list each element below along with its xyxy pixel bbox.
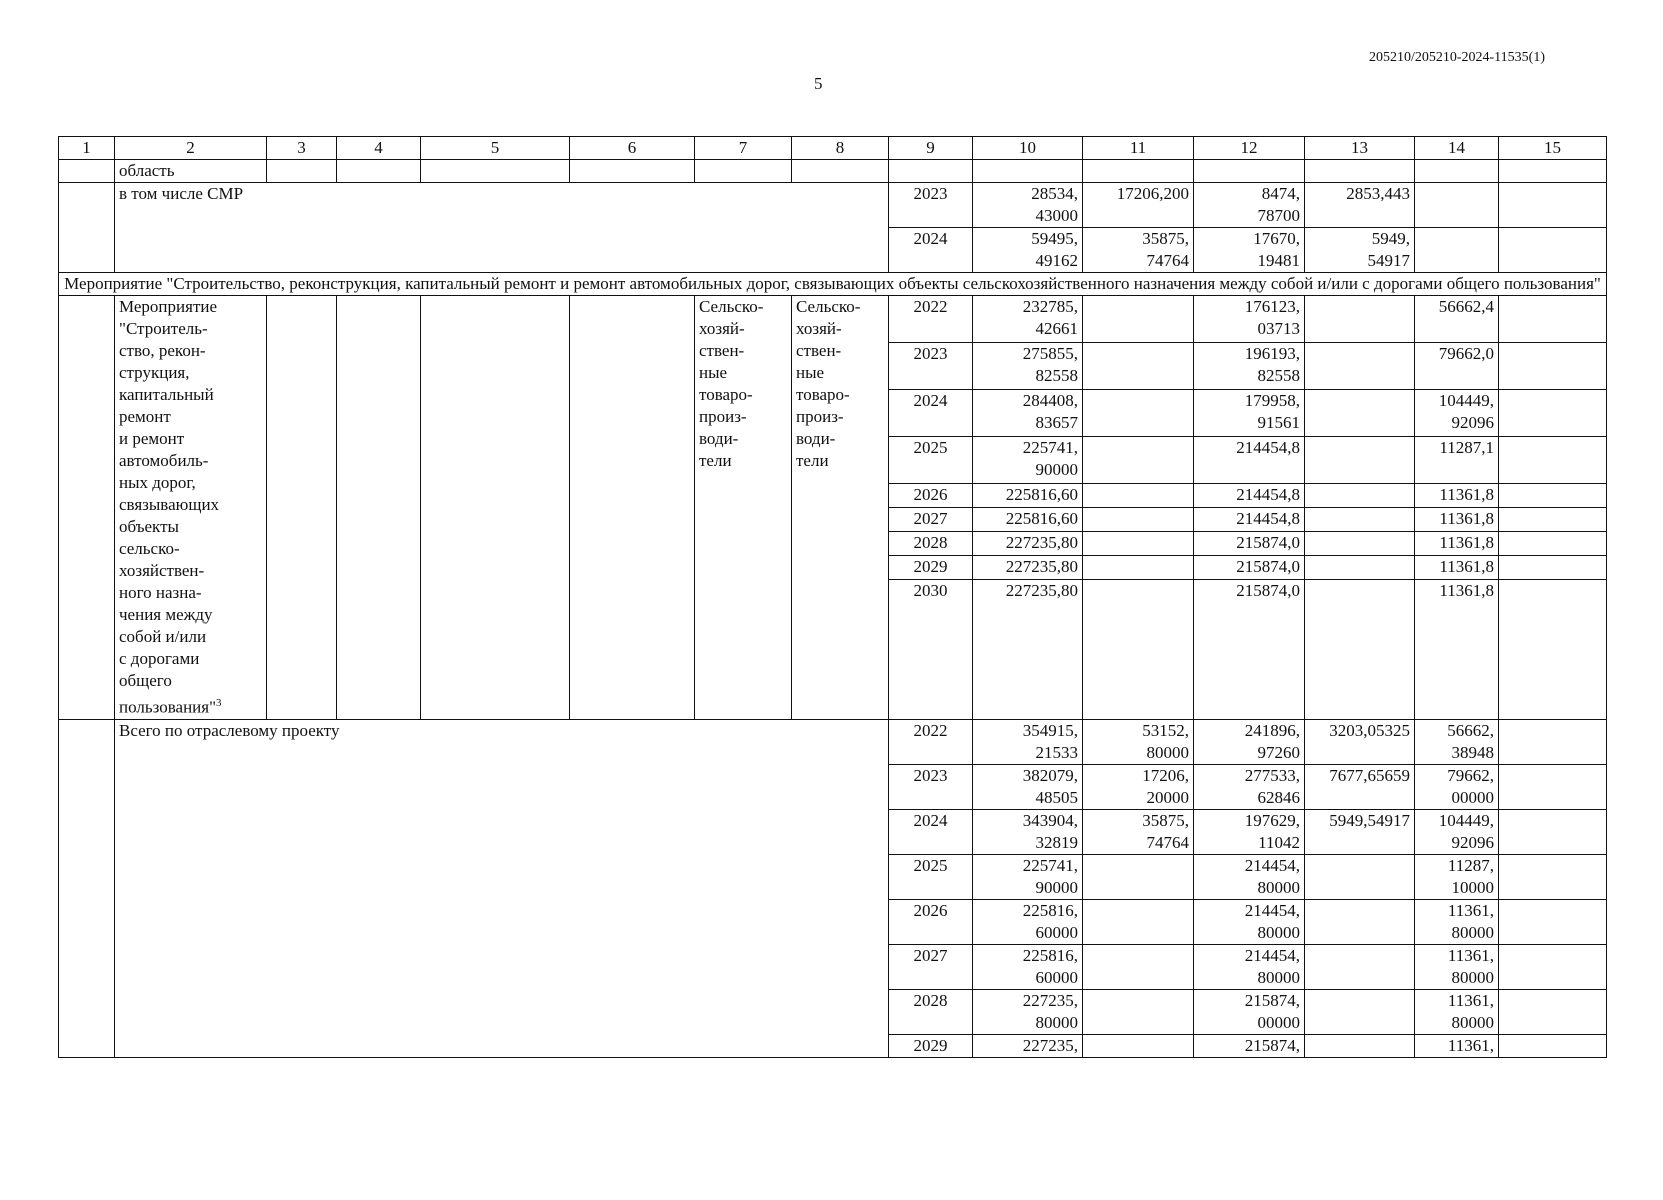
- header-col-13: 13: [1305, 137, 1415, 160]
- header-col-10: 10: [973, 137, 1083, 160]
- total-col13: 5949,54917: [1305, 809, 1415, 854]
- event-year: 2023: [889, 343, 973, 390]
- header-col-7: 7: [695, 137, 792, 160]
- event-year: 2030: [889, 580, 973, 719]
- total-col12: 277533, 62846: [1194, 764, 1305, 809]
- header-col-9: 9: [889, 137, 973, 160]
- cell: [1194, 160, 1305, 183]
- smr-year: 2023: [889, 183, 973, 228]
- smr-col14: [1415, 228, 1499, 273]
- total-col13: 7677,65659: [1305, 764, 1415, 809]
- smr-col10: 59495, 49162: [973, 228, 1083, 273]
- event-col11: [1083, 343, 1194, 390]
- event-col14: 56662,4: [1415, 296, 1499, 343]
- budget-table: [58, 136, 1607, 1058]
- event-col14: 11361,8: [1415, 532, 1499, 556]
- event-col10: 232785, 42661: [973, 296, 1083, 343]
- cell: [421, 160, 570, 183]
- event-col13: [1305, 296, 1415, 343]
- total-col12: 214454, 80000: [1194, 944, 1305, 989]
- smr-year: 2024: [889, 228, 973, 273]
- smr-col11: 35875, 74764: [1083, 228, 1194, 273]
- smr-label: в том числе СМР: [115, 183, 889, 273]
- event-col14: 11361,8: [1415, 556, 1499, 580]
- total-col11: [1083, 989, 1194, 1034]
- total-col14: 11361, 80000: [1415, 899, 1499, 944]
- total-year: 2029: [889, 1034, 973, 1057]
- event-year: 2024: [889, 390, 973, 437]
- event-col13: [1305, 532, 1415, 556]
- event-col11: [1083, 296, 1194, 343]
- event-col10: 225816,60: [973, 508, 1083, 532]
- cell: [421, 296, 570, 720]
- smr-col12: 8474, 78700: [1194, 183, 1305, 228]
- event-year: 2027: [889, 508, 973, 532]
- total-col12: 215874,: [1194, 1034, 1305, 1057]
- event-year: 2025: [889, 437, 973, 484]
- event-col13: [1305, 484, 1415, 508]
- event-col11: [1083, 390, 1194, 437]
- header-col-11: 11: [1083, 137, 1194, 160]
- event-col10: 227235,80: [973, 580, 1083, 719]
- total-col14: 79662, 00000: [1415, 764, 1499, 809]
- event-col14: 11361,8: [1415, 580, 1499, 719]
- cell: [570, 160, 695, 183]
- header-col-5: 5: [421, 137, 570, 160]
- total-col10: 225741, 90000: [973, 854, 1083, 899]
- event-col10: 225816,60: [973, 484, 1083, 508]
- footnote-mark: 3: [216, 697, 222, 709]
- smr-col13: 2853,443: [1305, 183, 1415, 228]
- header-col-1: 1: [59, 137, 115, 160]
- event-col11: [1083, 437, 1194, 484]
- total-col14: 11361,: [1415, 1034, 1499, 1057]
- document-number: 205210/205210-2024-11535(1): [1368, 50, 1545, 65]
- total-col11: 53152, 80000: [1083, 719, 1194, 764]
- total-col10: 227235,: [973, 1034, 1083, 1057]
- total-year: 2026: [889, 899, 973, 944]
- header-col-3: 3: [267, 137, 337, 160]
- section-title: Мероприятие "Строительство, реконструкция, капитальный ремонт и ремонт автомобильных дорог, связывающих объекты сельскохозяйственного назначения между собой и/или с дорогами общего пользования": [59, 273, 1607, 296]
- total-col10: 382079, 48505: [973, 764, 1083, 809]
- total-col11: [1083, 944, 1194, 989]
- total-col12: 241896, 97260: [1194, 719, 1305, 764]
- cell: [1499, 484, 1607, 508]
- cell: [1499, 989, 1607, 1034]
- cell: [1499, 532, 1607, 556]
- event-year: 2026: [889, 484, 973, 508]
- event-col7: Сельско- хозяй- ствен- ные товаро- произ- води- тели: [695, 296, 792, 720]
- event-year: 2029: [889, 556, 973, 580]
- total-col10: 227235, 80000: [973, 989, 1083, 1034]
- event-year: 2028: [889, 532, 973, 556]
- cell: [1415, 160, 1499, 183]
- cell: [1305, 160, 1415, 183]
- event-col11: [1083, 580, 1194, 719]
- total-col13: [1305, 899, 1415, 944]
- region-label: область: [115, 160, 267, 183]
- cell: [1499, 719, 1607, 764]
- cell: [59, 719, 115, 1057]
- total-col10: 343904, 32819: [973, 809, 1083, 854]
- total-year: 2027: [889, 944, 973, 989]
- cell: [1499, 296, 1607, 343]
- total-col12: 214454, 80000: [1194, 899, 1305, 944]
- event-col13: [1305, 556, 1415, 580]
- total-col14: 104449, 92096: [1415, 809, 1499, 854]
- cell: [1499, 854, 1607, 899]
- cell: [1499, 228, 1607, 273]
- total-col12: 197629, 11042: [1194, 809, 1305, 854]
- header-col-2: 2: [115, 137, 267, 160]
- cell: [59, 296, 115, 720]
- table-row: [59, 160, 1607, 183]
- total-col11: 17206, 20000: [1083, 764, 1194, 809]
- total-col13: [1305, 944, 1415, 989]
- event-col11: [1083, 508, 1194, 532]
- cell: [1499, 764, 1607, 809]
- cell: [59, 160, 115, 183]
- smr-col12: 17670, 19481: [1194, 228, 1305, 273]
- event-col13: [1305, 580, 1415, 719]
- event-name: Мероприятие "Строитель- ство, рекон- струкция, капитальный ремонт и ремонт автомобиль- ных дорог, связывающих объекты сельско- хозяйствен- ного назна- чения между собой и/или с дорогами общего пользования"$^3$: [115, 296, 267, 720]
- page-number: 5: [814, 74, 823, 93]
- total-col14: 56662, 38948: [1415, 719, 1499, 764]
- section-row: [59, 273, 1607, 296]
- event-col12: 196193, 82558: [1194, 343, 1305, 390]
- event-col11: [1083, 532, 1194, 556]
- cell: [1499, 899, 1607, 944]
- cell: [1499, 556, 1607, 580]
- total-col11: [1083, 1034, 1194, 1057]
- cell: [267, 296, 337, 720]
- event-col12: 215874,0: [1194, 580, 1305, 719]
- cell: [267, 160, 337, 183]
- header-row: [59, 137, 1607, 160]
- total-year: 2024: [889, 809, 973, 854]
- cell: [1499, 809, 1607, 854]
- event-col14: 104449, 92096: [1415, 390, 1499, 437]
- total-col12: 215874, 00000: [1194, 989, 1305, 1034]
- event-col13: [1305, 343, 1415, 390]
- cell: [1499, 160, 1607, 183]
- event-col14: 79662,0: [1415, 343, 1499, 390]
- total-col10: 225816, 60000: [973, 944, 1083, 989]
- total-label: Всего по отраслевому проекту: [115, 719, 889, 1057]
- cell: [889, 160, 973, 183]
- event-col10: 275855, 82558: [973, 343, 1083, 390]
- event-col12: 214454,8: [1194, 437, 1305, 484]
- cell: [973, 160, 1083, 183]
- event-col11: [1083, 556, 1194, 580]
- total-year: 2028: [889, 989, 973, 1034]
- event-col12: 215874,0: [1194, 556, 1305, 580]
- total-year: 2023: [889, 764, 973, 809]
- header-col-14: 14: [1415, 137, 1499, 160]
- cell: [1499, 343, 1607, 390]
- total-col14: 11361, 80000: [1415, 944, 1499, 989]
- event-col10: 284408, 83657: [973, 390, 1083, 437]
- header-col-8: 8: [792, 137, 889, 160]
- total-col11: [1083, 899, 1194, 944]
- total-col14: 11361, 80000: [1415, 989, 1499, 1034]
- total-col12: 214454, 80000: [1194, 854, 1305, 899]
- cell: [59, 183, 115, 273]
- cell: [1499, 1034, 1607, 1057]
- cell: [1499, 390, 1607, 437]
- event-col14: 11361,8: [1415, 484, 1499, 508]
- cell: [1499, 437, 1607, 484]
- event-col13: [1305, 437, 1415, 484]
- event-col10: 227235,80: [973, 532, 1083, 556]
- total-col14: 11287, 10000: [1415, 854, 1499, 899]
- total-year: 2022: [889, 719, 973, 764]
- total-col13: [1305, 854, 1415, 899]
- cell: [1499, 183, 1607, 228]
- total-col10: 354915, 21533: [973, 719, 1083, 764]
- event-year: 2022: [889, 296, 973, 343]
- total-year: 2025: [889, 854, 973, 899]
- cell: [337, 296, 421, 720]
- event-col13: [1305, 508, 1415, 532]
- cell: [695, 160, 792, 183]
- event-col13: [1305, 390, 1415, 437]
- cell: [1499, 580, 1607, 719]
- smr-col13: 5949, 54917: [1305, 228, 1415, 273]
- cell: [792, 160, 889, 183]
- total-col10: 225816, 60000: [973, 899, 1083, 944]
- total-col11: 35875, 74764: [1083, 809, 1194, 854]
- total-col13: 3203,05325: [1305, 719, 1415, 764]
- smr-col14: [1415, 183, 1499, 228]
- event-col8: Сельско- хозяй- ствен- ные товаро- произ- води- тели: [792, 296, 889, 720]
- event-col10: 227235,80: [973, 556, 1083, 580]
- total-col13: [1305, 1034, 1415, 1057]
- event-col11: [1083, 484, 1194, 508]
- header-col-6: 6: [570, 137, 695, 160]
- cell: [1499, 944, 1607, 989]
- cell: [570, 296, 695, 720]
- header-col-4: 4: [337, 137, 421, 160]
- smr-col11: 17206,200: [1083, 183, 1194, 228]
- cell: [337, 160, 421, 183]
- smr-col10: 28534, 43000: [973, 183, 1083, 228]
- header-col-15: 15: [1499, 137, 1607, 160]
- table-row: [59, 183, 1607, 228]
- header-col-12: 12: [1194, 137, 1305, 160]
- cell: [1083, 160, 1194, 183]
- event-col12: 215874,0: [1194, 532, 1305, 556]
- table-row: [59, 296, 1607, 343]
- event-col12: 214454,8: [1194, 484, 1305, 508]
- event-col10: 225741, 90000: [973, 437, 1083, 484]
- event-col12: 179958, 91561: [1194, 390, 1305, 437]
- total-col11: [1083, 854, 1194, 899]
- event-col12: 176123, 03713: [1194, 296, 1305, 343]
- total-col13: [1305, 989, 1415, 1034]
- table-row: [59, 719, 1607, 764]
- cell: [1499, 508, 1607, 532]
- event-col14: 11361,8: [1415, 508, 1499, 532]
- event-col12: 214454,8: [1194, 508, 1305, 532]
- event-col14: 11287,1: [1415, 437, 1499, 484]
